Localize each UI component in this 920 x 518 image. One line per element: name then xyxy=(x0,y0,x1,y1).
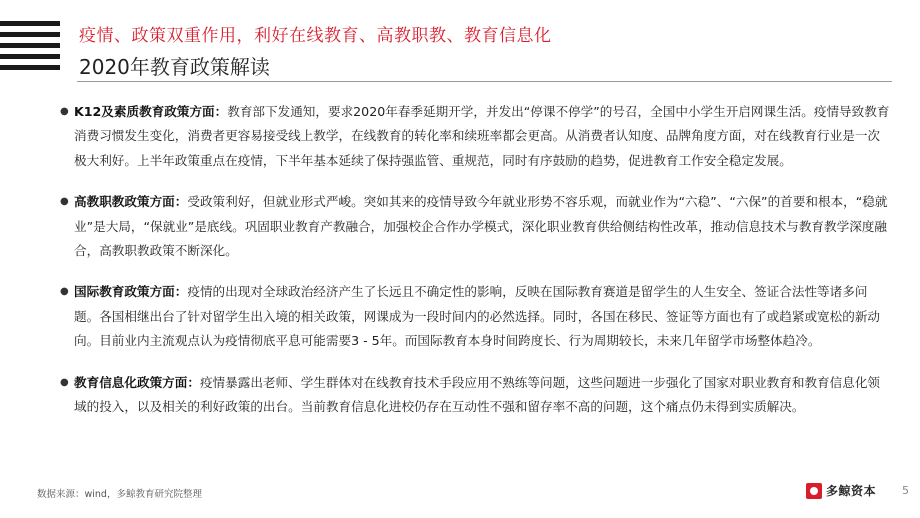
policy-body: 受政策利好，但就业形式严峻。突如其来的疫情导致今年就业形势不容乐观，而就业作为“六稳”、“六保”的首要和根本，“稳就业”是大局，“保就业”是底线。巩固职业教育产教融合，加强校企合作办学模式，深化职业教育供给侧结构性改革，推动信息技术与教育教学深度融合，高教职教政策不断深化。 xyxy=(74,194,888,259)
logo-text: 多鲸资本 xyxy=(826,484,877,498)
slide-title: 2020年教育政策解读 xyxy=(79,55,270,79)
whale-logo-icon xyxy=(806,483,822,499)
slide-subtitle: 疫情、政策双重作用，利好在线教育、高教职教、教育信息化 xyxy=(79,26,552,46)
bullet-icon: ● xyxy=(60,376,69,388)
policy-body: 疫情的出现对全球政治经济产生了长远且不确定性的影响，反映在国际教育赛道是留学生的人生安全、签证合法性等诸多问题。各国相继出台了针对留学生出入境的相关政策，网课成为一段时间内的必然选择。同时，各国在移民、签证等方面也有了或趋紧或宽松的新动向。目前业内主流观点认为疫情彻底平息可能需要3 - 5年。而国际教育本身时间跨度长、行为周期较长，未来几年留学市场整体趋冷。 xyxy=(74,284,880,349)
page-number: 5 xyxy=(902,484,909,497)
policy-item-informatization xyxy=(60,371,890,420)
brand-logo xyxy=(806,482,876,499)
policy-item-k12 xyxy=(60,100,890,173)
policy-heading: K12及素质教育政策方面： xyxy=(74,104,228,119)
bullet-icon: ● xyxy=(60,106,69,117)
title-divider xyxy=(77,81,892,82)
data-source-note: 数据来源：wind，多鲸教育研究院整理 xyxy=(37,489,202,500)
policy-body: 教育部下发通知，要求2020年春季延期开学，并发出“停课不停学”的号召，全国中小学生开启网课生活。疫情导致教育消费习惯发生变化，消费者更容易接受线上教学，在线教育的转化率和续班率都会更高。从消费者认知度、品牌角度方面，对在线教育行业是一次极大利好。上半年政策重点在疫情，下半年基本延续了保持强监管、重规范，同时有序鼓励的趋势，促进教育工作安全稳定发展。 xyxy=(74,104,890,168)
policy-body: 疫情暴露出老师、学生群体对在线教育技术手段应用不熟练等问题，这些问题进一步强化了国家对职业教育和教育信息化领域的投入，以及相关的利好政策的出台。当前教育信息化进校仍存在互动性不强和留存率不高的问题，这个痛点仍未得到实质解决。 xyxy=(74,374,880,415)
policy-item-higher-vocational xyxy=(60,190,890,263)
policy-item-international xyxy=(60,280,890,353)
policy-heading: 国际教育政策方面： xyxy=(74,284,188,300)
bullet-icon: ● xyxy=(60,286,69,298)
policy-list xyxy=(60,100,890,436)
striped-bars-decoration xyxy=(0,21,60,76)
bullet-icon: ● xyxy=(60,196,69,208)
policy-heading: 教育信息化政策方面： xyxy=(74,374,200,390)
policy-heading: 高教职教政策方面： xyxy=(74,194,188,210)
